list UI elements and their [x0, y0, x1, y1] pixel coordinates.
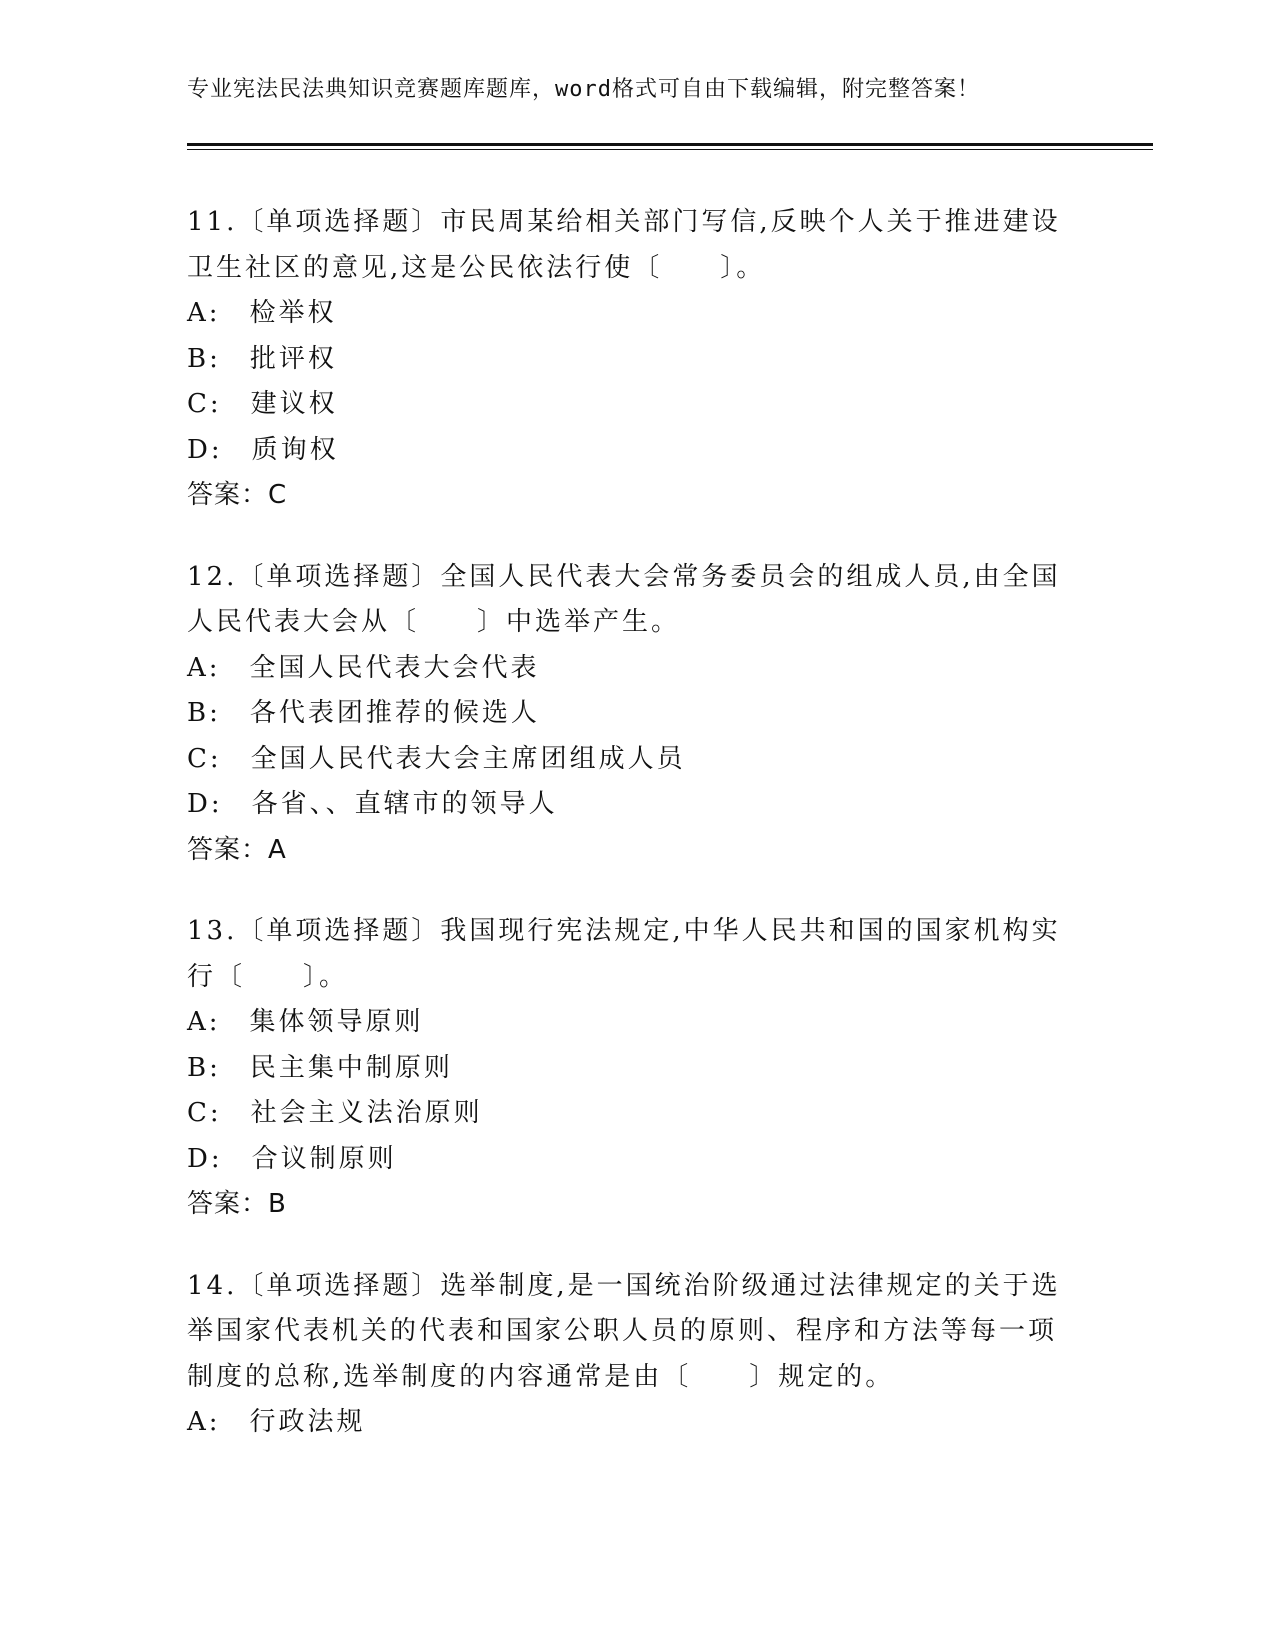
answer-label: 答案：C [187, 480, 288, 510]
option-d: D: 合议制原则 [187, 1143, 397, 1174]
option-b: B: 各代表团推荐的候选人 [187, 698, 540, 728]
question-stem-line: 人民代表大会从〔 〕中选举产生。 [187, 607, 681, 637]
question-stem-line: 举国家代表机关的代表和国家公职人员的原则、程序和方法等每一项 [187, 1316, 1058, 1346]
answer-label: 答案：A [187, 834, 287, 865]
question-stem-line: 卫生社区的意见,这是公民依法行使〔 〕。 [187, 252, 766, 283]
question-stem-line: 13.〔单项选择题〕我国现行宪法规定,中华人民共和国的国家机构实 [187, 916, 1061, 946]
option-d: D: 各省、、直辖市的领导人 [187, 789, 558, 819]
option-b: B: 民主集中制原则 [187, 1052, 453, 1083]
question-stem-line: 11.〔单项选择题〕市民周某给相关部门写信,反映个人关于推进建设 [187, 207, 1061, 237]
option-c: C: 建议权 [187, 389, 338, 419]
question-14 [187, 1264, 1067, 1446]
question-13 [187, 909, 1067, 1228]
page-header: 专业宪法民法典知识竞赛题库题库，word格式可自由下载编辑，附完整答案！ [187, 77, 980, 102]
option-a: A: 全国人民代表大会代表 [187, 652, 540, 683]
question-11 [187, 200, 1067, 519]
option-a: A: 检举权 [187, 298, 337, 328]
option-b: B: 批评权 [187, 343, 337, 374]
question-stem-line: 制度的总称,选举制度的内容通常是由〔 〕规定的。 [187, 1361, 895, 1392]
header-divider-thick [187, 143, 1153, 146]
question-12 [187, 555, 1067, 874]
question-stem-line: 12.〔单项选择题〕全国人民代表大会常务委员会的组成人员,由全国 [187, 561, 1061, 592]
header-divider-thin [187, 149, 1153, 150]
question-list [187, 200, 1067, 1482]
option-a: A: 集体领导原则 [187, 1007, 424, 1037]
option-a: A: 行政法规 [187, 1407, 366, 1437]
question-stem-line: 14.〔单项选择题〕选举制度,是一国统治阶级通过法律规定的关于选 [187, 1270, 1061, 1301]
option-c: C: 社会主义法治原则 [187, 1098, 483, 1128]
answer-label: 答案：B [187, 1189, 287, 1219]
header-divider [187, 143, 1153, 150]
option-d: D: 质询权 [187, 434, 339, 465]
option-c: C: 全国人民代表大会主席团组成人员 [187, 743, 686, 774]
question-stem-line: 行〔 〕。 [187, 961, 349, 992]
